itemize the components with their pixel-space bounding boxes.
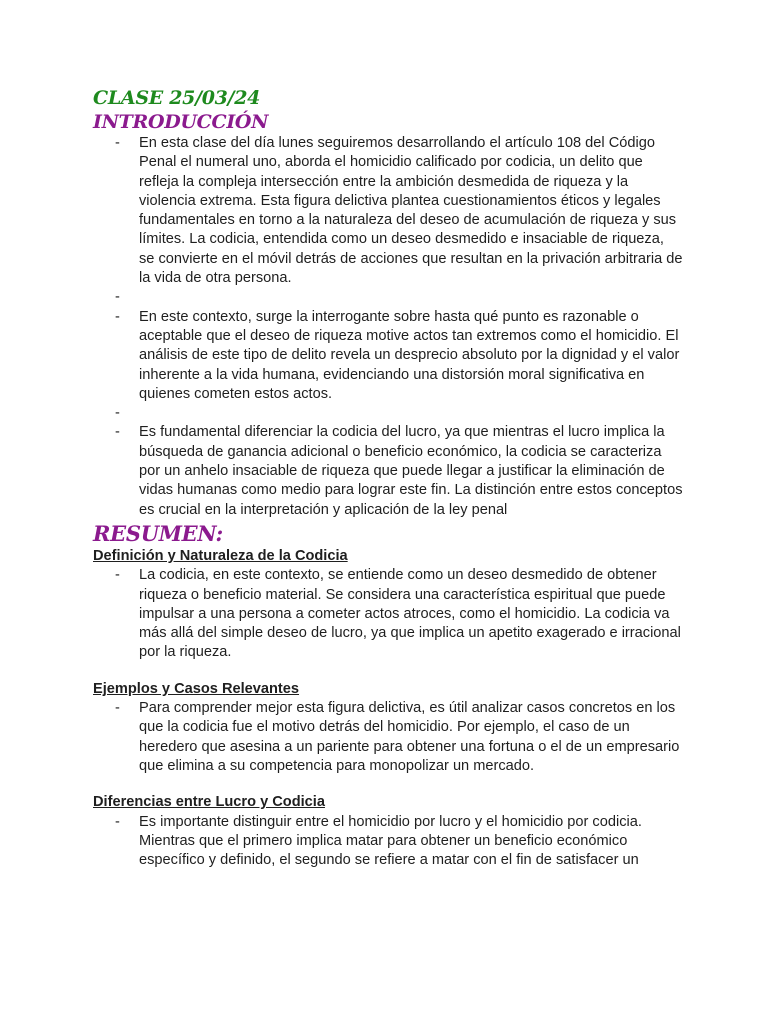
class-date-heading: CLASE 25/03/24 bbox=[93, 87, 261, 109]
section-heading-diferencias: Diferencias entre Lucro y Codicia bbox=[93, 794, 325, 811]
intro-list bbox=[93, 134, 683, 520]
list-item: - En esta clase del día lunes seguiremos desarrollando el artículo 108 del Código Penal el numeral uno, aborda el homicidio calificado por codicia, un delito que refleja la compleja intersección entre la ambición desmedida de riqueza y la violencia extrema. Esta figura delictiva plantea cuestionamientos éticos y legales fundamentales en torno a la naturaleza del deseo de acumulación de riqueza y sus límites. La codicia, entendida como un deseo desmedido e insaciable de riqueza, se convierte en el móvil detrás de acciones que resultan en la privación arbitraria de la vida de otra persona. bbox=[93, 134, 683, 288]
diferencias-list bbox=[93, 813, 683, 871]
list-item bbox=[93, 404, 683, 423]
section-heading-definicion: Definición y Naturaleza de la Codicia bbox=[93, 547, 348, 564]
definicion-list bbox=[93, 566, 683, 662]
list-item bbox=[93, 288, 683, 307]
list-item: - Es importante distinguir entre el homicidio por lucro y el homicidio por codicia. Mientras que el primero implica matar para obtener un beneficio económico específico y definido, el segundo se refiere a matar con el fin de satisfacer un bbox=[93, 813, 683, 871]
list-item: - Para comprender mejor esta figura delictiva, es útil analizar casos concretos en los que la codicia fue el motivo detrás del homicidio. Por ejemplo, el caso de un heredero que asesina a un pariente para obtener una fortuna o el de un empresario que elimina a su competencia para monopolizar un mercado. bbox=[93, 699, 683, 776]
resumen-heading: RESUMEN: bbox=[93, 520, 223, 546]
intro-heading: INTRODUCCIÓN bbox=[93, 111, 269, 133]
list-item: - Es fundamental diferenciar la codicia del lucro, ya que mientras el lucro implica la búsqueda de ganancia adicional o beneficio económico, la codicia se caracteriza por un anhelo insaciable de riqueza que puede llegar a justificar la eliminación de vidas humanas como medio para lograr este fin. La distinción entre estos conceptos es crucial en la interpretación y aplicación de la ley penal bbox=[93, 423, 683, 519]
section-heading-ejemplos: Ejemplos y Casos Relevantes bbox=[93, 680, 300, 697]
document-body bbox=[93, 86, 683, 870]
ejemplos-list bbox=[93, 699, 683, 776]
list-item: - La codicia, en este contexto, se entiende como un deseo desmedido de obtener riqueza o beneficio material. Se considera una característica espiritual que puede impulsar a una persona a cometer actos atroces, como el homicidio. La codicia va más allá del simple deseo de lucro, ya que implica un apetito exagerado e irracional por la riqueza. bbox=[93, 566, 683, 662]
list-item: - En este contexto, surge la interrogante sobre hasta qué punto es razonable o aceptable que el deseo de riqueza motive actos tan extremos como el homicidio. El análisis de este tipo de delito revela un desprecio absoluto por la dignidad y el valor inherente a la vida humana, evidenciando una distorsión moral significativa en quienes cometen estos actos. bbox=[93, 308, 683, 404]
